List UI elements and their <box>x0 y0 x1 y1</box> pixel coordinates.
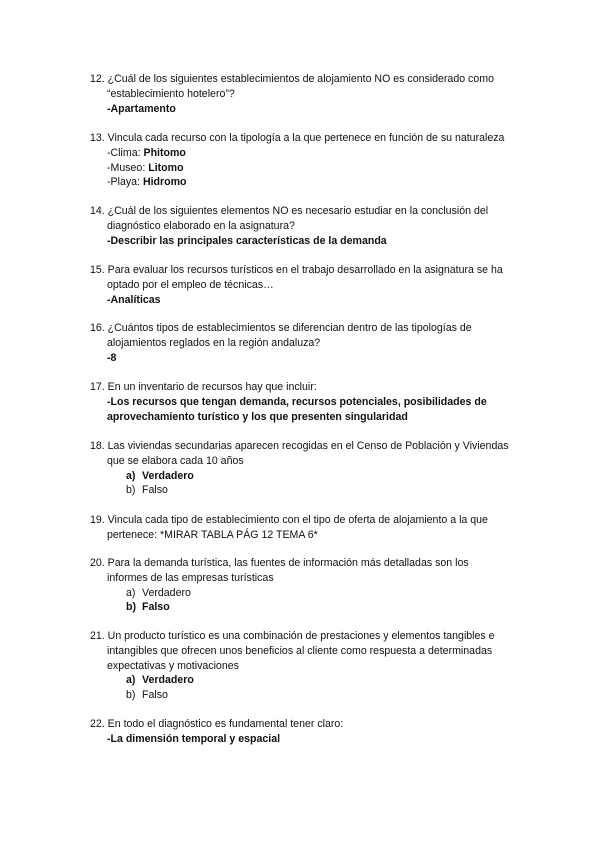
option-b: b) Falso <box>126 689 168 702</box>
question-20 <box>90 556 510 615</box>
question-15 <box>90 263 510 307</box>
question-text: 13. Vincula cada recurso con la tipología a la que pertenece en función de su naturaleza <box>90 132 505 144</box>
question-text: 16. ¿Cuántos tipos de establecimientos se diferencian dentro de las tipologías de alojamientos reglados en la región andaluza? <box>90 322 472 349</box>
answer: -8 <box>107 351 117 364</box>
answer: -Apartamento <box>107 102 176 115</box>
question-18 <box>90 439 510 498</box>
question-12 <box>90 72 510 116</box>
match-item: -Clima: Phitomo <box>107 146 186 159</box>
option-a: a) Verdadero <box>126 674 194 687</box>
option-b: b) Falso <box>126 484 168 497</box>
answer: -Los recursos que tengan demanda, recursos potenciales, posibilidades de aprovechamiento turístico y los que presenten singularidad <box>107 395 487 423</box>
question-16 <box>90 321 510 365</box>
question-text: 21. Un producto turístico es una combinación de prestaciones y elementos tangibles e intangibles que ofrecen unos beneficios al cliente como respuesta a determinadas expectativas y motivaciones <box>90 630 495 672</box>
question-text: 12. ¿Cuál de los siguientes establecimientos de alojamiento NO es considerado como “establecimiento hotelero”? <box>90 73 494 100</box>
question-13 <box>90 131 510 190</box>
answer: *MIRAR TABLA PÁG 12 TEMA 6* <box>160 528 318 541</box>
answer: -La dimensión temporal y espacial <box>107 732 281 745</box>
question-14 <box>90 204 510 248</box>
answer: -Analíticas <box>107 293 161 306</box>
option-b: b) Falso <box>126 601 170 614</box>
question-22 <box>90 717 510 747</box>
question-text: 22. En todo el diagnóstico es fundamental tener claro: <box>90 718 344 730</box>
question-text: 14. ¿Cuál de los siguientes elementos NO es necesario estudiar en la conclusión del diagnóstico elaborado en la asignatura? <box>90 205 489 232</box>
question-19 <box>90 513 510 543</box>
question-text: 19. Vincula cada tipo de establecimiento con el tipo de oferta de alojamiento a la que pertenece: *MIRAR TABLA PÁG 12 TEMA 6* <box>90 514 488 541</box>
question-text: 17. En un inventario de recursos hay que incluir: <box>90 381 317 393</box>
option-a: a) Verdadero <box>126 469 194 482</box>
option-a: a) Verdadero <box>126 586 191 599</box>
question-21 <box>90 629 510 703</box>
question-text: 20. Para la demanda turística, las fuentes de información más detalladas son los informes de las empresas turísticas <box>90 557 469 584</box>
match-item: -Museo: Litomo <box>107 161 184 174</box>
question-17 <box>90 380 510 424</box>
question-text: 18. Las viviendas secundarias aparecen recogidas en el Censo de Población y Viviendas que se elabora cada 10 años <box>90 440 509 467</box>
question-text: 15. Para evaluar los recursos turísticos en el trabajo desarrollado en la asignatura se ha optado por el empleo de técnicas… <box>90 264 503 291</box>
match-item: -Playa: Hidromo <box>107 176 187 189</box>
answer: -Describir las principales características de la demanda <box>107 234 387 247</box>
